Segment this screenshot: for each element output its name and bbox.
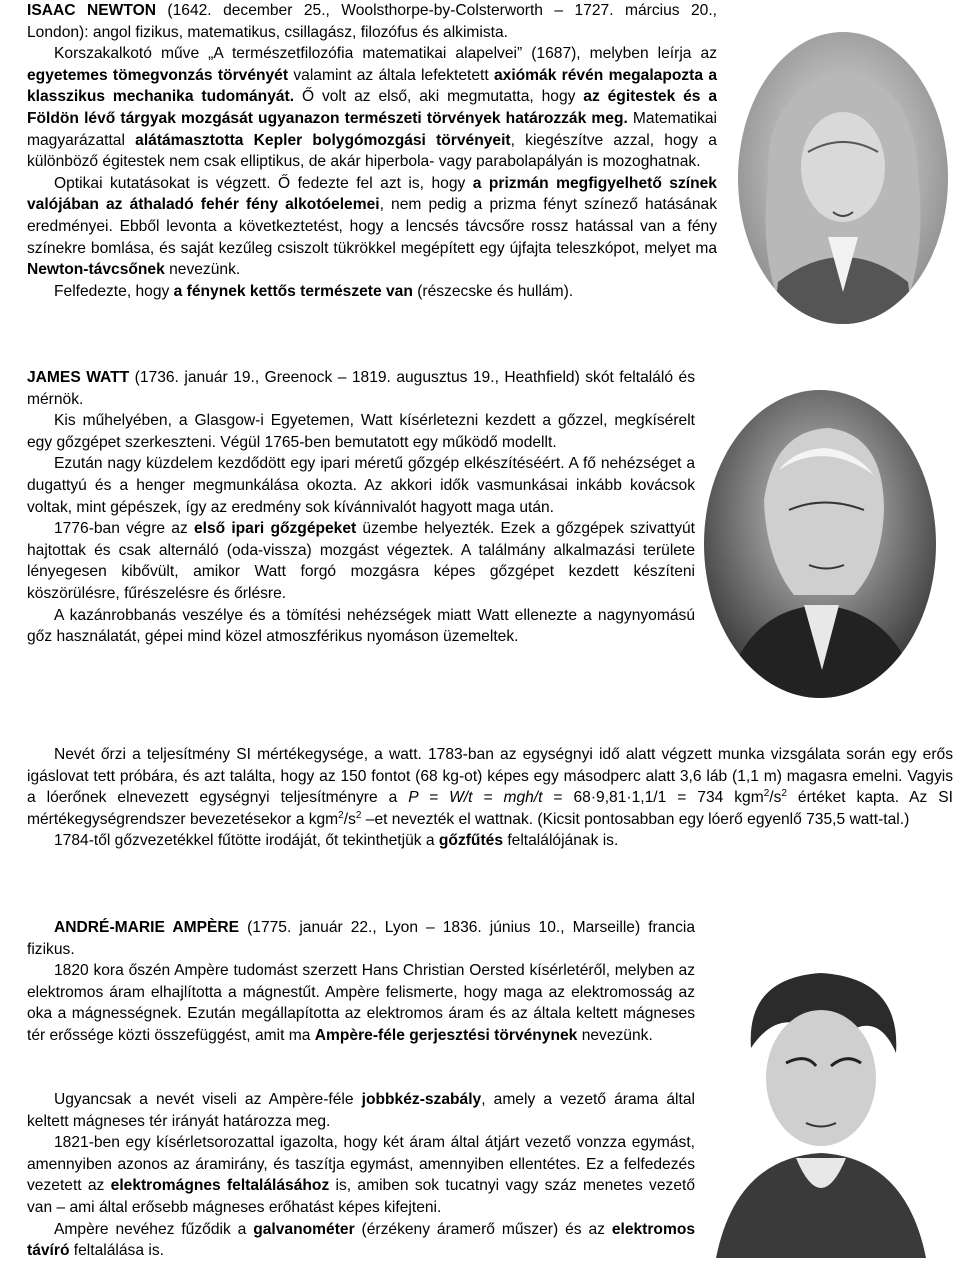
text-run: , amely a vezető árama által keltett mágneses tér irányát határozza meg.	[27, 1091, 695, 1130]
watt-paragraph-6	[27, 744, 953, 830]
text-run: első ipari gőzgépeket	[193, 520, 357, 538]
text-run: /s	[343, 810, 356, 828]
text-run: 1821-ben egy kísérletsorozattal igazolta, hogy két áram által átjárt vezető vonzza egymást, amennyiben azonos az áramirány, és taszítja egymást, amennyiben ellentétes. Ez a felfedezés vezetett az	[27, 1134, 695, 1195]
text-run: üzembe helyezték. Ezek a gőzgépek szivattyút hajtottak és csak alternáló (oda-vissza) mozgást végeztek. A találmány alkalmazási területe lényegesen kibővült, amikor Watt forgó mozgásra képes gőzgépet kezdett készíteni köszörülésre, fűrészelésre és őrlésre.	[27, 520, 695, 602]
text-run: 2	[338, 809, 344, 821]
watt-paragraph-3: Ezután nagy küzdelem kezdődött egy ipari méretű gőzgép elkészítéséért. A fő nehézséget a dugattyú és a henger megmunkálása okozta. Az akkori idők vasmunkásai inkább kovácsok voltak, mint gépészek, így az eredmény sok kívánnivalót hagyott maga után.	[27, 455, 695, 516]
text-run: az égitestek és a Földön lévő tárgyak mozgását ugyanazon természeti törvények határozzák meg.	[27, 88, 718, 127]
watt-heading	[27, 367, 695, 410]
newton-bio: (1642. december 25., Woolsthorpe-by-Colsterworth – 1727. március 20., London): angol fizikus, matematikus, csillagász, filozófus és alkimista.	[27, 2, 718, 41]
ampere-law: Ampère-féle gerjesztési törvénynek	[314, 1026, 578, 1044]
ampere-name: ANDRÉ-MARIE AMPÈRE	[54, 919, 240, 936]
text-run: gőzfűtés	[438, 832, 503, 850]
text-run: Felfedezte, hogy	[54, 282, 174, 300]
text-run: (érzékeny áramerő műszer) és az	[354, 1220, 612, 1238]
newton-heading	[27, 0, 717, 43]
text-run: valamint az általa lefektetett	[288, 66, 494, 84]
text-run: elektromos távíró	[27, 1220, 696, 1260]
newton-paragraph-3	[27, 173, 717, 281]
text-run: 2	[781, 788, 787, 799]
text-run: is, amiben sok tucatnyi vagy száz menetes vezető van – ami által erősebb mágneses erőhatást képes kifejteni.	[27, 1177, 695, 1216]
text-run: Ugyancsak a nevét viseli az Ampère-féle	[54, 1091, 362, 1108]
watt-paragraph-7	[27, 830, 953, 852]
text-run: elektromágnes feltalálásához	[110, 1177, 330, 1195]
watt-bio: (1736. január 19., Greenock – 1819. augusztus 19., Heathfield) skót feltaláló és mérnök.	[27, 369, 695, 408]
text-run: Matematikai magyarázattal	[27, 109, 717, 149]
watt-unit-section	[27, 744, 953, 852]
text-run: , kiegészítve azzal, hogy a különböző égitestek nem csak elliptikus, de akár hiperbola- vagy parabolapályán is mozoghatnak.	[27, 131, 717, 171]
text-run: Newton-távcsőnek	[27, 261, 165, 279]
text-run: 2	[763, 788, 770, 799]
newton-name: ISAAC NEWTON	[27, 2, 156, 19]
ampere-portrait	[706, 958, 936, 1258]
text-run: alátámasztotta Kepler bolygómozgási törvényeit	[135, 131, 511, 149]
watt-paragraph-5: A kazánrobbanás veszélye és a tömítési nehézségek miatt Watt ellenezte a nagynyomású gőz használatát, gépei mind közel atmoszférikus nyomáson üzemeltek.	[27, 606, 695, 646]
newton-portrait	[738, 32, 948, 324]
newton-paragraph-4	[27, 281, 717, 303]
text-run: P = W/t = mgh/t	[408, 789, 543, 807]
text-run: , nem pedig a prizma fényt színező hatásának eredményei. Ebből levonta a következtetést, hogy a lencsés távcsőre rossz hatással van a fény színekre bomlása, és saját kezűleg csiszolt tükrökkel megépített egy újfajta teleszkópot, melyet ma	[27, 196, 717, 257]
text-run: jobbkéz-szabály	[361, 1091, 482, 1108]
text-run: a prizmán megfigyelhető színek valójában az áthaladó fehér fény alkotóelemei	[27, 174, 717, 214]
ampere-paragraph-2	[27, 960, 695, 1046]
text-run: Nevét őrzi a teljesítmény SI mértékegysége, a watt. 1783-ban az egységnyi idő alatt végzett munka vizsgálata során egy erős igáslovat tett próbára, és azt találta, hogy az 150 fontot (68 kg-ot) képes egy másodperc alatt 3,6 láb (1,1 m) magasra emelni. Vagyis a lóerőnek elnevezett egységnyi teljesítményre a	[27, 746, 953, 807]
text-run: a fénynek kettős természete van	[173, 282, 413, 300]
ampere-p2-text: 1820 kora őszén Ampère tudomást szerzett Hans Christian Oersted kísérletéről, melyben az elektromos áram elhajlította a mágnestűt. Ampère felismerte, hogy maga az elektromosság az oka a mágnességnek. Ezután megállapította az elektromos áram és az általa keltett mágneses tér erőssége közti összefüggést, amit ma	[27, 962, 695, 1044]
watt-portrait	[704, 390, 936, 698]
ampere-section	[27, 917, 695, 1047]
ampere-section-lower	[27, 1089, 695, 1262]
ampere-paragraph-4	[27, 1132, 695, 1218]
text-run: egyetemes tömegvonzás törvényét	[27, 66, 289, 84]
ampere-heading	[27, 917, 695, 960]
ampere-p2-end: nevezünk.	[577, 1026, 653, 1044]
newton-paragraph-2	[27, 43, 717, 173]
text-run: nevezünk.	[164, 261, 241, 279]
ampere-paragraph-5	[27, 1219, 695, 1262]
ampere-paragraph-3	[27, 1089, 695, 1132]
text-run: = 68·9,81·1,1/1 = 734 kgm	[542, 789, 764, 807]
ampere-bio: (1775. január 22., Lyon – 1836. június 10., Marseille) francia fizikus.	[27, 919, 696, 958]
watt-section	[27, 367, 695, 648]
text-run: feltalálójának is.	[503, 832, 619, 850]
watt-paragraph-2: Kis műhelyében, a Glasgow-i Egyetemen, Watt kísérletezni kezdett a gőzzel, megkísérelt egy gőzgépet szerkeszteni. Végül 1765-ben bemutatott egy működő modellt.	[27, 412, 695, 451]
text-run: Optikai kutatásokat is végzett. Ő fedezte fel azt is, hogy	[54, 174, 473, 192]
text-run: feltalálása is.	[69, 1242, 164, 1260]
text-run: Ampère nevéhez fűződik a	[54, 1220, 254, 1238]
text-run: –et nevezték el wattnak. (Kicsit pontosabban egy lóerő egyenlő 735,5 watt-tal.)	[361, 810, 910, 828]
text-run: (részecske és hullám).	[412, 282, 574, 300]
watt-name: JAMES WATT	[27, 369, 130, 386]
text-run: 1784-től gőzvezetékkel fűtötte irodáját, őt tekinthetjük a	[54, 832, 439, 850]
newton-section	[27, 0, 717, 302]
text-run: axiómák révén megalapozta a klasszikus mechanika tudományát.	[27, 66, 718, 106]
text-run: Korszakalkotó műve „A természetfilozófia matematikai alapelvei” (1687), melyben leírja az	[54, 45, 717, 63]
text-run: 2	[355, 809, 362, 821]
text-run: galvanométer	[253, 1220, 355, 1238]
watt-paragraph-4	[27, 518, 695, 604]
text-run: Ő volt az első, aki megmutatta, hogy	[294, 88, 584, 106]
text-run: értéket kapta. Az SI mértékegységrendszer bevezetésekor a kgm	[27, 789, 953, 828]
text-run: 1776-ban végre az	[54, 520, 194, 538]
text-run: /s	[769, 789, 782, 807]
